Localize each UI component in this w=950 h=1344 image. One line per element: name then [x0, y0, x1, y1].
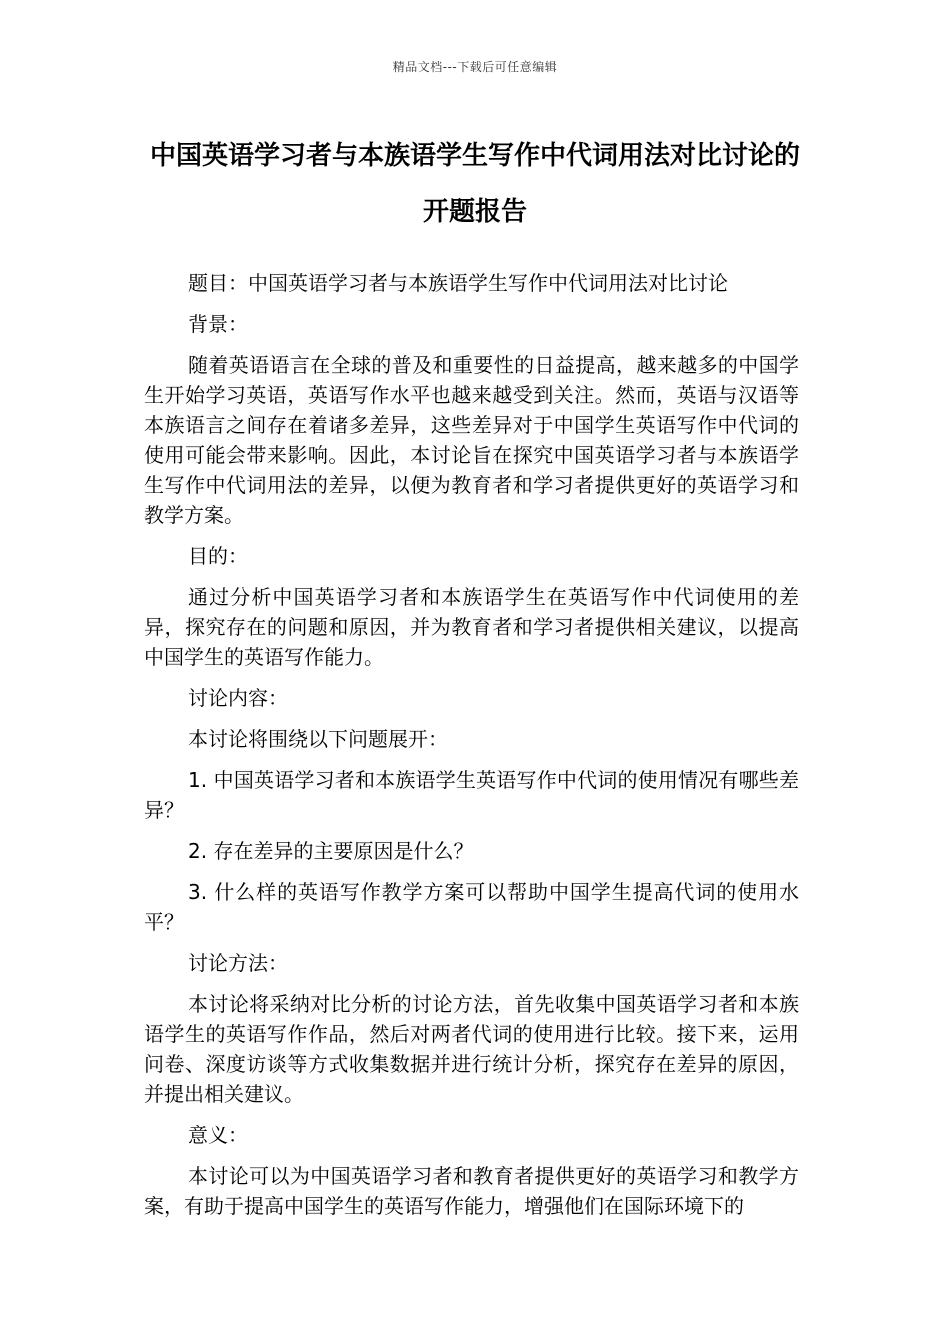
purpose-label: 目的： [188, 544, 248, 568]
content-intro: 本讨论将围绕以下问题展开： [188, 727, 448, 751]
question-item-3: 3. 什么样的英语写作教学方案可以帮助中国学生提高代词的使用水平？ [144, 880, 799, 934]
content-label: 讨论内容： [188, 686, 288, 710]
purpose-paragraph: 通过分析中国英语学习者和本族语学生在英语写作中代词使用的差异，探究存在的问题和原因，并为教育者和学习者提供相关建议，以提高中国学生的英语写作能力。 [144, 585, 799, 669]
question-item-1: 1. 中国英语学习者和本族语学生英语写作中代词的使用情况有哪些差异？ [144, 768, 799, 822]
background-paragraph: 随着英语语言在全球的普及和重要性的日益提高，越来越多的中国学生开始学习英语，英语写作水平也越来越受到关注。然而，英语与汉语等本族语言之间存在着诸多差异，这些差异对于中国学生英语写作中代词的使用可能会带来影响。因此，本讨论旨在探究中国英语学习者与本族语学生写作中代词用法的差异，以便为教育者和学习者提供更好的英语学习和教学方案。 [144, 353, 799, 527]
method-label: 讨论方法： [188, 951, 288, 975]
header-note: 精品文档---下载后可任意编辑 [392, 60, 558, 74]
background-label: 背景： [188, 312, 248, 336]
significance-label: 意义： [188, 1123, 248, 1147]
document-title: 中国英语学习者与本族语学生写作中代词用法对比讨论的开题报告 [149, 141, 800, 227]
question-item-2: 2. 存在差异的主要原因是什么？ [188, 839, 474, 863]
topic-line: 题目：中国英语学习者与本族语学生写作中代词用法对比讨论 [188, 271, 728, 295]
significance-paragraph: 本讨论可以为中国英语学习者和教育者提供更好的英语学习和教学方案，有助于提高中国学生的英语写作能力，增强他们在国际环境下的 [144, 1164, 799, 1218]
method-paragraph: 本讨论将采纳对比分析的讨论方法，首先收集中国英语学习者和本族语学生的英语写作作品，然后对两者代词的使用进行比较。接下来，运用问卷、深度访谈等方式收集数据并进行统计分析，探究存在差异的原因，并提出相关建议。 [144, 992, 799, 1106]
document-body [144, 268, 799, 1232]
